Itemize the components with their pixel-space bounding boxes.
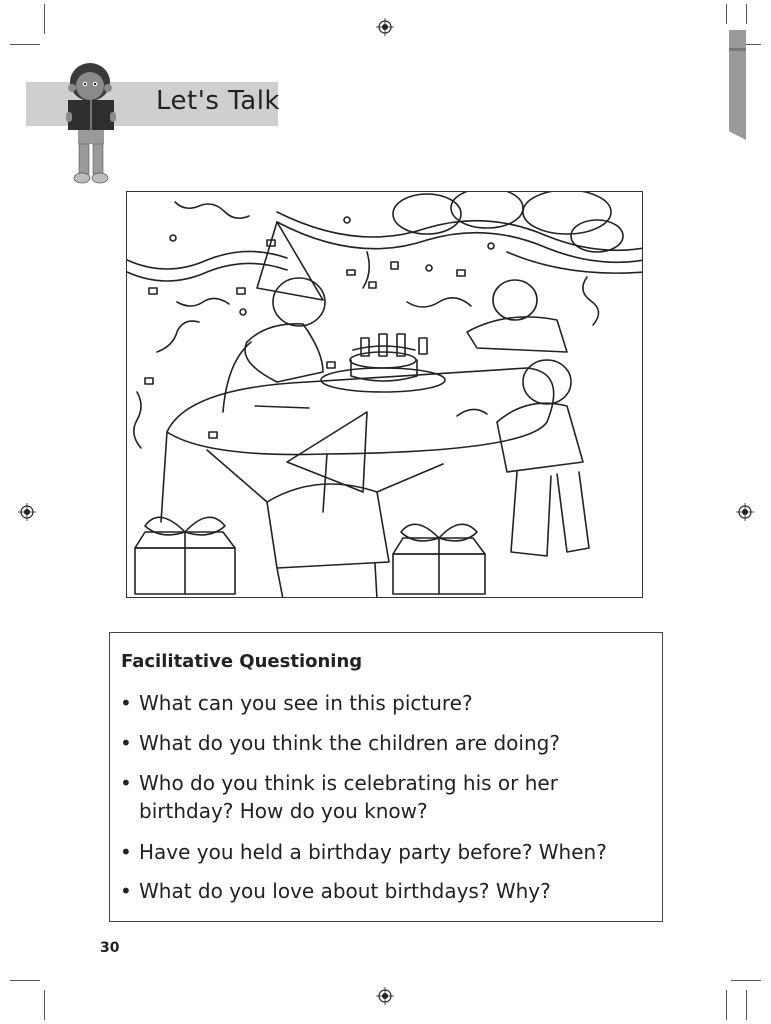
crop-mark (746, 4, 747, 24)
question-text: Have you held a birthday party before? When? (139, 840, 607, 864)
registration-mark-icon (736, 503, 754, 521)
question-text: What do you love about birthdays? Why? (139, 879, 551, 903)
section-title: Let's Talk (156, 86, 280, 116)
question-text: Who do you think is celebrating his or her (139, 771, 558, 795)
question-text: What do you think the children are doing? (139, 731, 560, 755)
boy-reading-mascot-icon (58, 60, 124, 188)
crop-mark (726, 4, 727, 24)
crop-mark (44, 990, 45, 1020)
crop-mark (10, 980, 40, 981)
bullet-icon: • (120, 691, 132, 715)
bullet-icon: • (120, 731, 132, 755)
crop-mark (731, 980, 761, 981)
registration-mark-icon (376, 987, 394, 1005)
bullet-icon: • (120, 879, 132, 903)
crop-mark (726, 990, 727, 1020)
chapter-side-tab (729, 30, 746, 140)
birthday-party-illustration (126, 191, 643, 598)
question-text: What can you see in this picture? (139, 691, 473, 715)
question-text: birthday? How do you know? (139, 799, 428, 823)
questions-title: Facilitative Questioning (121, 651, 363, 672)
registration-mark-icon (376, 18, 394, 36)
crop-mark (10, 44, 40, 45)
page-number: 30 (100, 940, 120, 956)
registration-mark-icon (18, 503, 36, 521)
bullet-icon: • (120, 840, 132, 864)
crop-mark (746, 990, 747, 1020)
bullet-icon: • (120, 771, 132, 795)
crop-mark (44, 4, 45, 34)
